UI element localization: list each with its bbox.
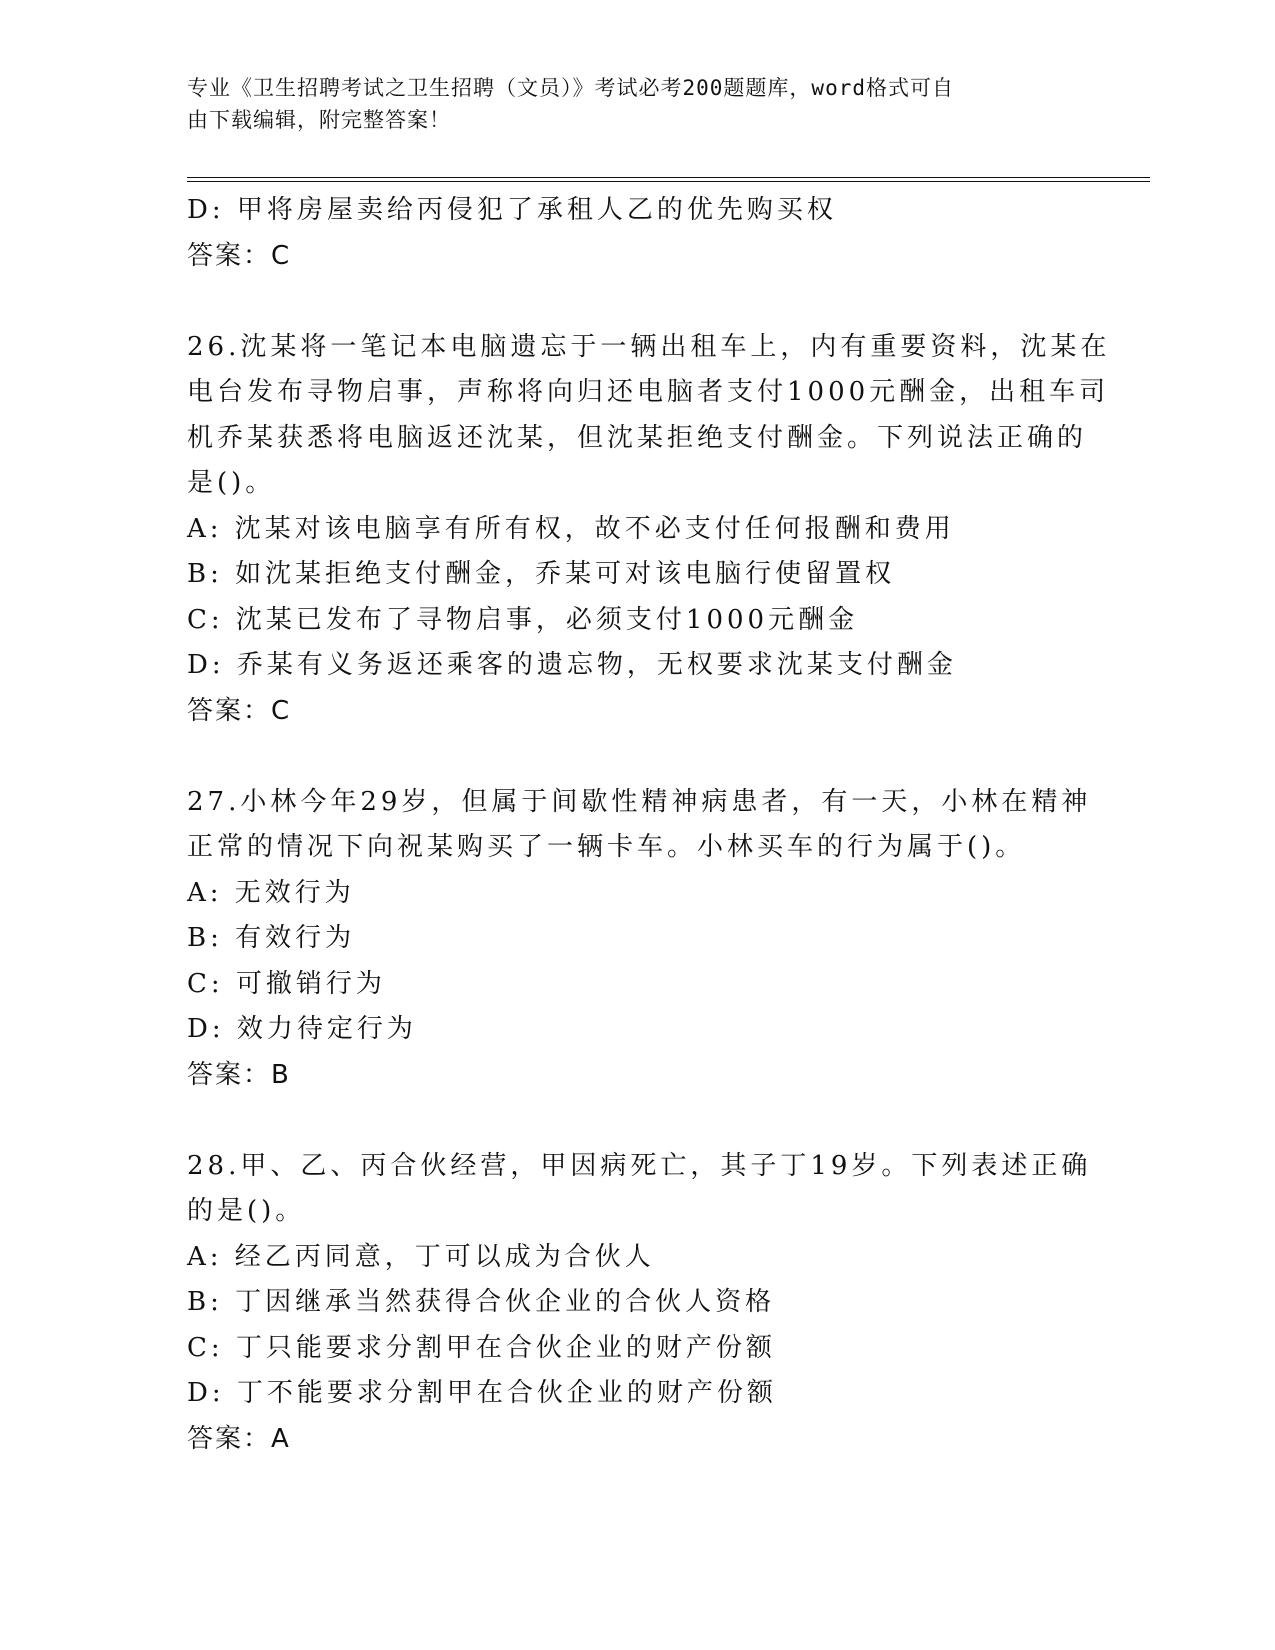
question-25-tail bbox=[187, 188, 1087, 279]
option-c: C: 沈某已发布了寻物启事，必须支付1000元酬金 bbox=[187, 604, 859, 635]
question-stem: 电台发布寻物启事，声称将向归还电脑者支付1000元酬金，出租车司 bbox=[187, 377, 1110, 407]
document-header bbox=[187, 72, 1067, 136]
answer-line: 答案：A bbox=[187, 1423, 291, 1454]
question-27 bbox=[187, 780, 1092, 1099]
question-stem: 机乔某获悉将电脑返还沈某，但沈某拒绝支付酬金。下列说法正确的 bbox=[187, 422, 1088, 453]
option-a: A: 沈某对该电脑享有所有权，故不必支付任何报酬和费用 bbox=[187, 513, 955, 544]
option-d: D: 乔某有义务返还乘客的遗忘物，无权要求沈某支付酬金 bbox=[187, 650, 957, 680]
option-d: D: 丁不能要求分割甲在合伙企业的财产份额 bbox=[187, 1378, 777, 1408]
question-stem: 正常的情况下向祝某购买了一辆卡车。小林买车的行为属于()。 bbox=[187, 832, 1026, 862]
question-stem: 28.甲、乙、丙合伙经营，甲因病死亡，其子丁19岁。下列表述正确 bbox=[187, 1150, 1092, 1181]
question-stem: 27.小林今年29岁，但属于间歇性精神病患者，有一天，小林在精神 bbox=[187, 786, 1092, 817]
question-stem: 的是()。 bbox=[187, 1196, 306, 1226]
option-a: A: 经乙丙同意，丁可以成为合伙人 bbox=[187, 1241, 655, 1272]
option-c: C: 可撤销行为 bbox=[187, 968, 386, 999]
question-stem: 是()。 bbox=[187, 468, 276, 498]
answer-line: 答案：B bbox=[187, 1059, 291, 1090]
option-d: D: 甲将房屋卖给丙侵犯了承租人乙的优先购买权 bbox=[187, 195, 837, 225]
header-line-2: 由下载编辑，附完整答案！ bbox=[187, 108, 451, 132]
question-26 bbox=[187, 325, 1111, 735]
option-b: B: 有效行为 bbox=[187, 923, 356, 953]
answer-line: 答案：C bbox=[187, 695, 292, 726]
option-b: B: 丁因继承当然获得合伙企业的合伙人资格 bbox=[187, 1287, 776, 1317]
option-b: B: 如沈某拒绝支付酬金，乔某可对该电脑行使留置权 bbox=[187, 559, 896, 589]
answer-line: 答案：C bbox=[187, 240, 292, 271]
option-c: C: 丁只能要求分割甲在合伙企业的财产份额 bbox=[187, 1332, 776, 1363]
question-stem: 26.沈某将一笔记本电脑遗忘于一辆出租车上，内有重要资料，沈某在 bbox=[187, 331, 1111, 362]
option-d: D: 效力待定行为 bbox=[187, 1014, 417, 1044]
document-body bbox=[187, 188, 1111, 1462]
option-a: A: 无效行为 bbox=[187, 877, 355, 908]
header-divider-bottom bbox=[187, 181, 1150, 182]
header-line-1: 专业《卫生招聘考试之卫生招聘（文员）》考试必考200题题库，word格式可自 bbox=[187, 76, 954, 100]
header-divider-top bbox=[187, 177, 1150, 178]
question-28 bbox=[187, 1144, 1092, 1463]
